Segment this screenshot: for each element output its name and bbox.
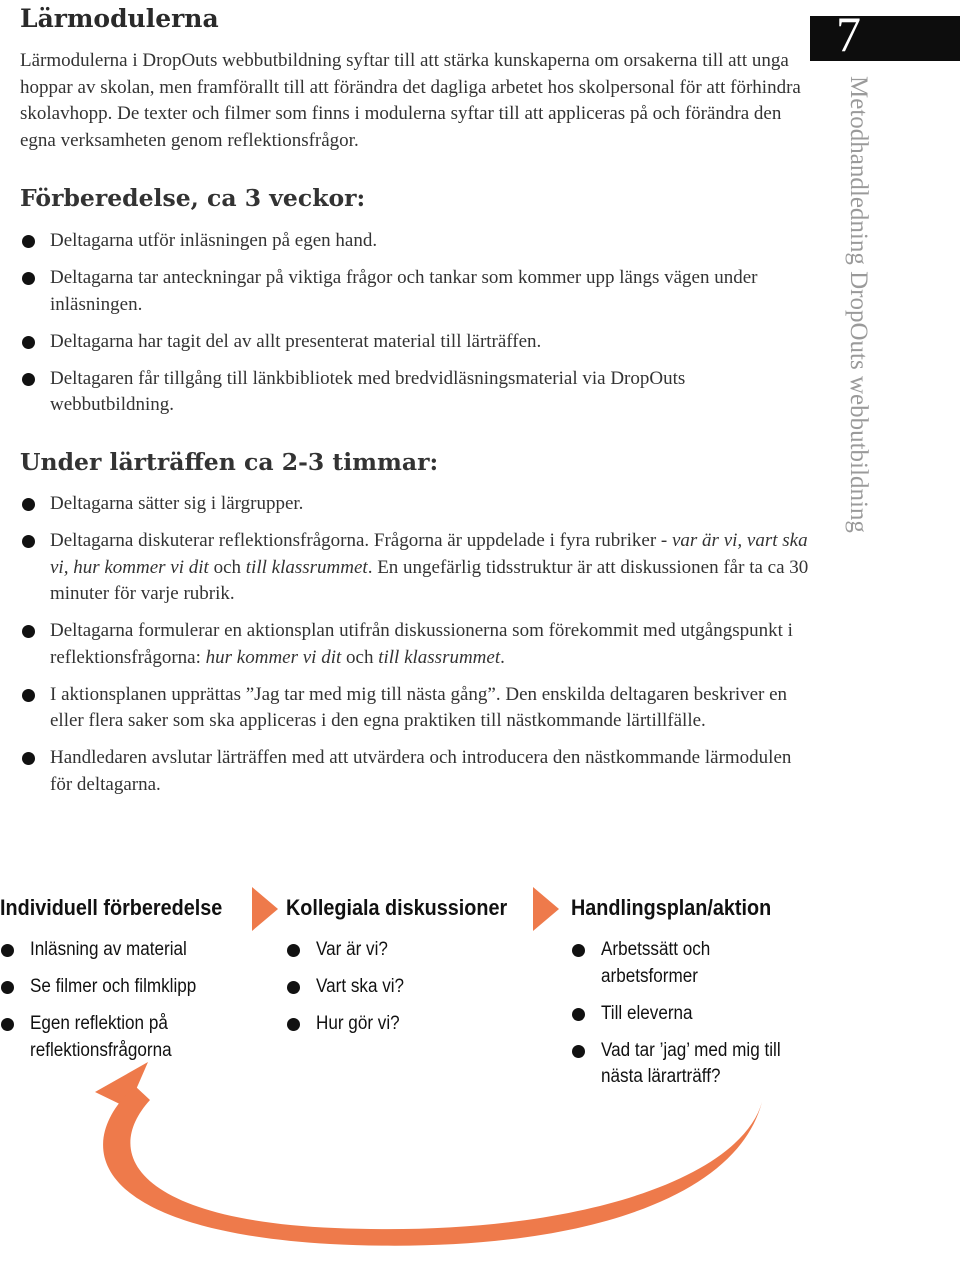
bullet-icon [572, 944, 585, 957]
list-item-text: Deltagaren får tillgång till länkbibliotek med bredvidläsningsmaterial via DropOuts webbutbildning. [50, 367, 686, 415]
return-arrow-curve [103, 1086, 762, 1246]
column-list [0, 937, 250, 1064]
column-list [286, 937, 526, 1038]
list-item [571, 1001, 811, 1028]
column-action-plan [571, 895, 811, 1101]
list-item-text: Hur gör vi? [316, 1013, 400, 1034]
list-item-text: . En ungefärlig tidsstruktur är att diskussionen får ta ca 30 minuter för varje rubrik. [50, 556, 809, 604]
side-title: Metodhandledning DropOuts webbutbildning [845, 76, 872, 533]
prep-heading: Förberedelse, ca 3 veckor: [20, 184, 366, 212]
bullet-icon [1, 1018, 14, 1031]
list-item [286, 937, 526, 964]
meeting-heading: Under lärträffen ca 2-3 timmar: [20, 448, 439, 476]
list-item-text: Deltagarna tar anteckningar på viktiga frågor och tankar som kommer upp längs vägen under inläsningen. [50, 267, 758, 315]
list-item [0, 1011, 200, 1064]
bullet-icon [572, 1008, 585, 1021]
list-item-text: Deltagarna formulerar en aktionsplan utifrån diskussionerna som förekommit med utgångspunkt i reflektionsfrågorna: [50, 620, 793, 668]
italic-text: var är vi, vart ska vi, hur kommer vi dit [50, 530, 808, 578]
bullet-icon [1, 981, 14, 994]
list-item-text: Egen reflektion på reflektionsfrågorna [30, 1013, 172, 1061]
list-item-text: Var är vi? [316, 939, 388, 960]
list-item-text: Vad tar ’jag’ med mig till nästa lärarträff? [601, 1039, 781, 1087]
list-item-text: . [500, 646, 505, 668]
list-item-text: Deltagarna utför inläsningen på egen hand. [50, 230, 378, 251]
column-heading: Kollegiala diskussioner [286, 895, 508, 920]
list-item-text: Till eleverna [601, 1002, 693, 1024]
intro-paragraph: Lärmodulerna i DropOuts webbutbildning syftar till att stärka kunskaperna om orsakerna till att unga hoppar av skolan, men framförallt till att förändra det dagliga arbetet hos skolpersonal för att förhindra skolavhopp. De texter och filmer som finns i modulerna syftar till att appliceras på och förändra den egna verksamheten genom reflektionsfrågor. [20, 50, 801, 151]
column-list [571, 937, 811, 1091]
list-item [571, 1038, 833, 1091]
italic-text: hur kommer vi dit [205, 646, 342, 668]
list-item-text: I aktionsplanen upprättas ”Jag tar med mig till nästa gång”. Den enskilda deltagaren beskriver en eller flera saker som ska appliceras i den egna praktiken till nästkommande lärtillfälle. [50, 683, 788, 731]
bullet-icon [287, 1018, 300, 1031]
list-item [286, 974, 526, 1001]
column-collegial [286, 895, 526, 1048]
bullet-icon [572, 1045, 585, 1058]
page-number: 7 [836, 6, 861, 62]
column-individual [0, 895, 250, 1075]
chevron-right-icon [252, 887, 278, 931]
bullet-icon [287, 981, 300, 994]
list-item [0, 937, 250, 964]
list-item-text: Deltagarna har tagit del av allt presenterat material till lärträffen. [50, 330, 542, 352]
list-item-text: och [208, 556, 246, 578]
list-item-text: och [341, 646, 379, 668]
list-item [286, 1011, 526, 1038]
list-item-text: Vart ska vi? [316, 976, 405, 997]
list-item [0, 974, 250, 1001]
bullet-icon [1, 944, 14, 957]
list-item-text: Inläsning av material [30, 939, 187, 960]
list-item-text: Handledaren avslutar lärträffen med att utvärdera och introducera den nästkommande lärmodulen för deltagarna. [50, 747, 792, 795]
list-item-text: Se filmer och filmklipp [30, 976, 197, 997]
italic-text: till klassrummet [378, 646, 501, 668]
list-item [571, 937, 761, 990]
list-item-text: Arbetssätt och arbetsformer [601, 939, 711, 987]
page-title: Lärmodulerna [20, 4, 219, 33]
bullet-icon [287, 944, 300, 957]
column-heading: Individuell förberedelse [0, 895, 223, 920]
italic-text: till klassrummet [245, 556, 368, 578]
list-item-text: Deltagarna diskuterar reflektionsfrågorna. Frågorna är uppdelade i fyra rubriker - [50, 530, 672, 551]
chevron-right-icon [533, 887, 559, 931]
column-heading: Handlingsplan/aktion [571, 895, 772, 920]
list-item-text: Deltagarna sätter sig i lärgrupper. [50, 493, 304, 514]
